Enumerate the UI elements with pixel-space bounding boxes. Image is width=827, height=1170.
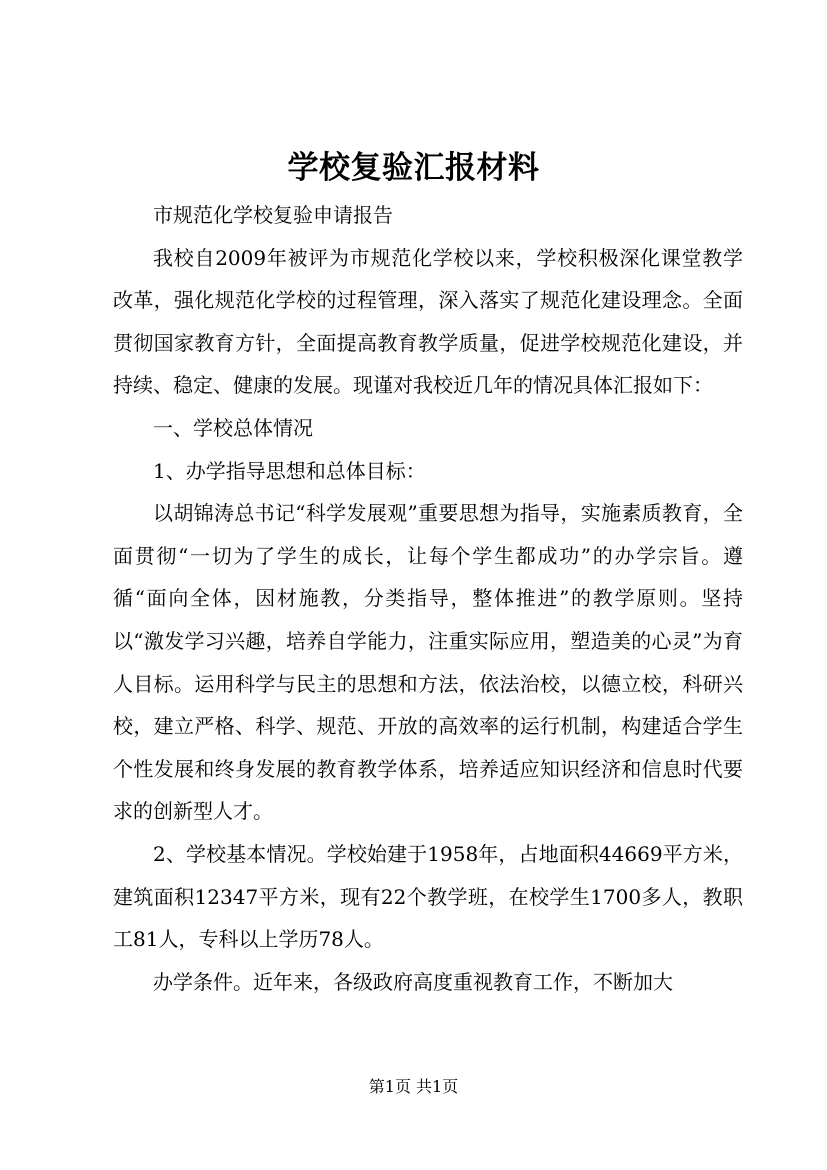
page-footer: 第1页 共1页 — [368, 1077, 459, 1096]
document-title: 学校复验汇报材料 — [287, 150, 540, 186]
paragraph-intro: 我校自2009年被评为市规范化学校以来，学校积极深化课堂教学改革，强化规范化学校的过程管理，深入落实了规范化建设理念。全面贯彻国家教育方针，全面提高教育教学质量，促进学校规范化建设，并持续、稳定、健康的发展。现谨对我校近几年的情况具体汇报如下： — [113, 245, 743, 398]
paragraph-basic-info: 2、学校基本情况。学校始建于1958年，占地面积44669平方米，建筑面积12347平方米，现有22个教学班，在校学生1700多人，教职工81人，专科以上学历78人。 — [113, 841, 743, 952]
paragraph-conditions: 办学条件。近年来，各级政府高度重视教育工作，不断加大 — [153, 969, 673, 994]
paragraph-guiding-ideology: 以胡锦涛总书记“科学发展观”重要思想为指导，实施素质教育，全面贯彻“一切为了学生的成长，让每个学生都成功”的办学宗旨。遵循“面向全体，因材施教，分类指导，整体推进”的教学原则。坚持以“激发学习兴趣，培养自学能力，注重实际应用，塑造美的心灵”为育人目标。运用科学与民主的思想和方法，依法治校，以德立校，科研兴校，建立严格、科学、规范、开放的高效率的运行机制，构建适合学生个性发展和终身发展的教育教学体系，培养适应知识经济和信息时代要求的创新型人才。 — [113, 501, 743, 824]
paragraph-subtitle: 市规范化学校复验申请报告 — [153, 203, 393, 227]
document-body — [113, 194, 743, 1003]
subsection-heading-guiding-ideology: 1、办学指导思想和总体目标： — [153, 458, 426, 483]
section-heading-overall: 一、学校总体情况 — [153, 415, 313, 440]
